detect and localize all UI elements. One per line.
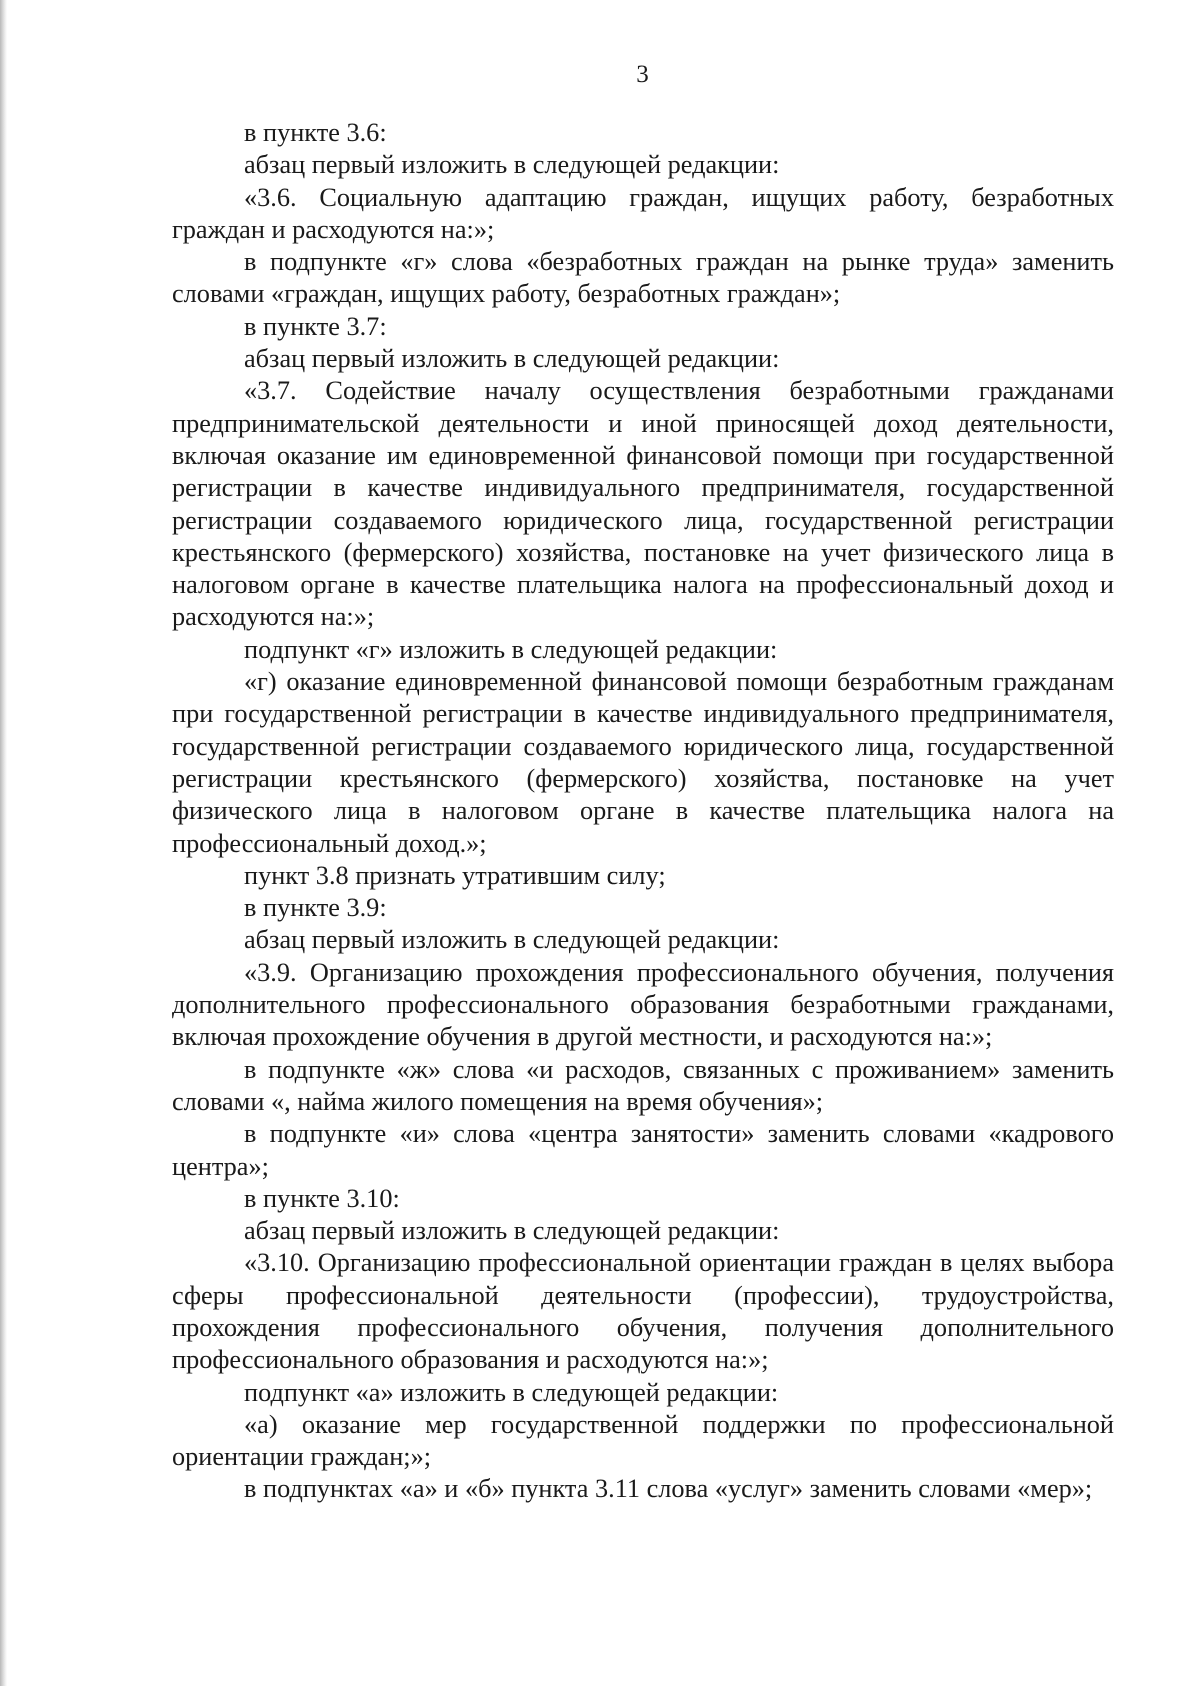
scan-edge: [0, 0, 7, 1686]
paragraph: в пункте 3.6:: [244, 118, 387, 147]
paragraph: пункт 3.8 признать утратившим силу;: [244, 860, 666, 890]
paragraph: в пункте 3.10:: [244, 1183, 400, 1213]
paragraph: «3.9. Организацию прохождения профессионального обучения, получения дополнительного профессионального образования безработными гражданами, включая прохождение обучения в другой местности, и расходуются на:»;: [172, 957, 1114, 1052]
paragraph: подпункт «г» изложить в следующей редакции:: [244, 634, 778, 664]
paragraph: подпункт «а» изложить в следующей редакции:: [244, 1377, 779, 1407]
document-body: [172, 117, 1114, 1506]
paragraph: в подпункте «ж» слова «и расходов, связанных с проживанием» заменить словами «, найма жилого помещения на время обучения»;: [172, 1054, 1114, 1116]
paragraph: «3.7. Содействие началу осуществления безработными гражданами предпринимательской деятельности и иной приносящей доход деятельности, включая оказание им единовременной финансовой помощи при государственной регистрации в качестве индивидуального предпринимателя, государственной регистрации создаваемого юридического лица, государственной регистрации крестьянского (фермерского) хозяйства, постановке на учет физического лица в налоговом органе в качестве плательщика налога на профессиональный доход и расходуются на:»;: [172, 376, 1114, 632]
paragraph: в подпунктах «а» и «б» пункта 3.11 слова «услуг» заменить словами «мер»;: [244, 1474, 1093, 1504]
paragraph: в пункте 3.9:: [244, 893, 387, 923]
paragraph: «а) оказание мер государственной поддержки по профессиональной ориентации граждан;»;: [172, 1409, 1114, 1472]
paragraph: «г) оказание единовременной финансовой помощи безработным гражданам при государственной регистрации в качестве индивидуального предпринимателя, государственной регистрации создаваемого юридического лица, государственной регистрации крестьянского (фермерского) хозяйства, постановке на учет физического лица в налоговом органе в качестве плательщика налога на профессиональный доход.»;: [172, 667, 1114, 858]
paragraph: в подпункте «г» слова «безработных граждан на рынке труда» заменить словами «граждан, ищущих работу, безработных граждан»;: [172, 247, 1114, 309]
paragraph: абзац первый изложить в следующей редакции:: [244, 150, 780, 180]
paragraph: в пункте 3.7:: [244, 311, 387, 341]
page-number: 3: [636, 61, 649, 88]
paragraph: абзац первый изложить в следующей редакции:: [244, 1216, 780, 1246]
paragraph: «3.6. Социальную адаптацию граждан, ищущих работу, безработных граждан и расходуются на:»;: [172, 182, 1114, 244]
paragraph: абзац первый изложить в следующей редакции:: [244, 344, 780, 374]
paragraph: «3.10. Организацию профессиональной ориентации граждан в целях выбора сферы профессиональной деятельности (профессии), трудоустройства, прохождения профессионального обучения, получения дополнительного профессионального образования и расходуются на:»;: [172, 1248, 1114, 1375]
paragraph: абзац первый изложить в следующей редакции:: [244, 925, 780, 955]
paragraph: в подпункте «и» слова «центра занятости» заменить словами «кадрового центра»;: [172, 1119, 1114, 1181]
